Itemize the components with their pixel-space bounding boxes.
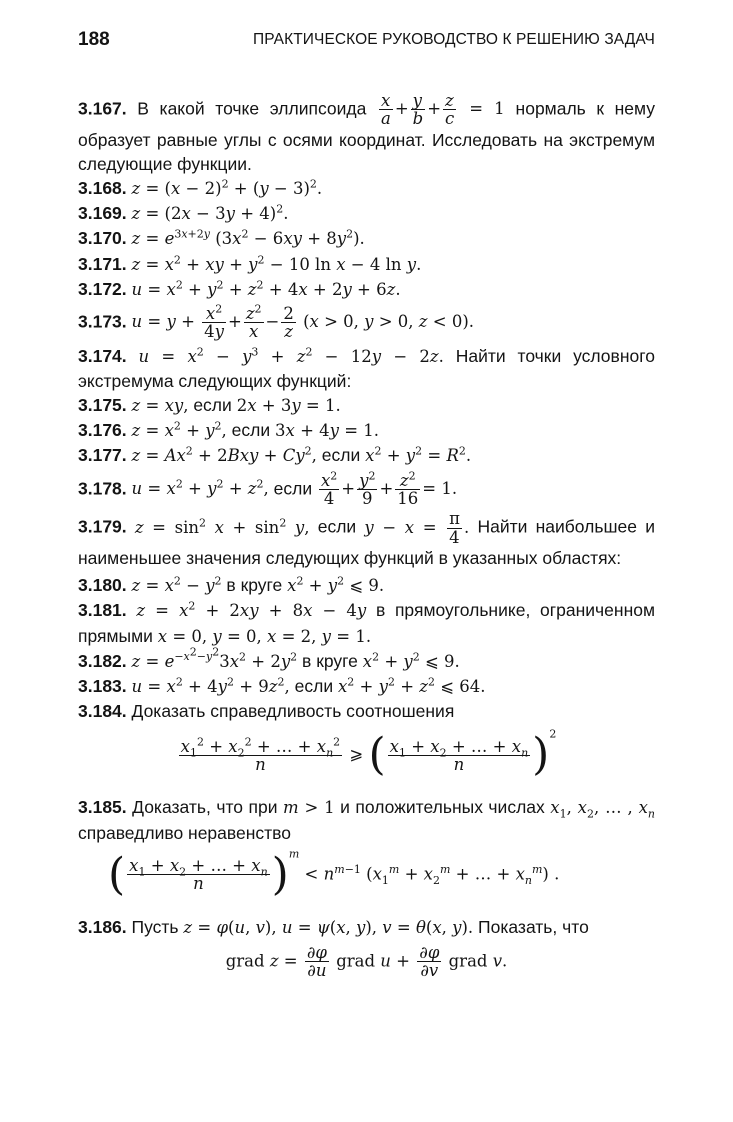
problem-3-183: 3.183. $u = x^2 + 4y^2 + 9z^2$, если $x^2 + y^2 + z^2$ ⩽ 64. (78, 675, 486, 696)
problem-3-171: 3.171. $z = x^2$ + xy + $y^2 - 10$ ln x − 4 ln y. (78, 253, 422, 274)
problem-3-186: 3.186. Пусть z = φ(u, v), u = ψ(x, y), v = θ(x, y). Показать, что (78, 916, 589, 937)
running-title: ПРАКТИЧЕСКОЕ РУКОВОДСТВО К РЕШЕНИЮ ЗАДАЧ (253, 31, 655, 48)
formula-3-186: grad z = $\frac{\partial\varphi}{\partial u}$ grad u + $\frac{\partial\varphi}{\partial v}$ grad v. (225, 942, 508, 981)
ellipsoid-formula: $\frac{x}{a}$ + $\frac{y}{b}$ + $\frac{z}{c}$ = 1 (380, 91, 516, 129)
problem-3-182: 3.182. $z = e^{-x^2-y^2}3x^2 + 2y^2$ в круге $x^2 + y^2$ ⩽ 9. (78, 645, 460, 671)
problem-3-184: 3.184. Доказать справедливость соотношения (78, 701, 455, 722)
problem-3-180: 3.180. $z = x^2 - y^2$ в круге $x^2 + y^2$ ⩽ 9. (78, 574, 385, 596)
page-body (78, 92, 655, 980)
problem-3-185: 3.185. Доказать, что при m > 1 и положительных числах $x_1$, $x_2$, … , $x_n$ справедливо неравенство (78, 797, 655, 843)
problem-3-170: 3.170. $z = e^{3x+2y}$ $(3x^2 - 6xy + 8y^2)$. (78, 227, 365, 249)
formula-3-184: $\frac{x_1^2 + x_2^2 + \dots + x_n^2}{n}$ ⩾ ( $\frac{x_1 + x_2 + \dots + x_n}{n}$ )$^2$ (180, 727, 557, 781)
problem-3-178: 3.178. $u = x^2 + y^2 + z^2$, если $\frac{x^2}{4}$ + $\frac{y^2}{9}$ + $\frac{z^2}{16}$ = 1. (78, 469, 458, 508)
problem-3-168: 3.168. $z = (x - 2)^2 + (y - 3)^2$. (78, 177, 323, 199)
problem-3-179: 3.179. $z = \sin^2 x + \sin^2 y$, если y − x = $\frac{\pi}{4}$ . Найти наибольшее и наименьшее значения следующих функций в указанных областях: (78, 509, 655, 568)
page-header (78, 29, 655, 53)
formula-3-185: ( $\frac{x_1 + x_2 + \dots + x_n}{n}$ )$^m < n^{m-1}$ ($x_1^m + x_2^m$ + … + $x_n^m$) . (108, 847, 560, 900)
problem-3-169: 3.169. $z = (2x - 3y + 4)^2$. (78, 202, 289, 224)
problem-3-176: 3.176. $z = x^2 + y^2$, если 3x + 4y = 1. (78, 419, 380, 441)
problem-3-173: 3.173. u = y + $\frac{x^2}{4y}$ + $\frac{z^2}{x}$ − $\frac{2}{z}$ (x > 0, y > 0, z < 0). (78, 302, 474, 342)
problem-3-174: 3.174. $u = x^2 - y^3 + z^2 - 12y - 2z$. Найти точки условного экстремума следующих функций: (78, 345, 655, 391)
problem-3-172: 3.172. $u = x^2 + y^2 + z^2 + 4x + 2y + 6z$. (78, 278, 401, 299)
problem-3-175: 3.175. z = xy, если 2x + 3y = 1. (78, 395, 341, 416)
problem-3-181: 3.181. $z = x^2 + 2xy + 8x - 4y$ в прямоугольнике, ограниченном прямыми x = 0, y = 0, x = 2, y = 1. (78, 599, 655, 646)
page-number: 188 (78, 29, 110, 50)
problem-3-167: 3.167. В какой точке эллипсоида $\frac{x}{a}$ + $\frac{y}{b}$ + $\frac{z}{c}$ = 1 нормаль к нему образует равные углы с осями координат. Исследовать на экстремум следующие функции. (78, 91, 655, 174)
problem-3-177: 3.177. $z = Ax^2 + 2Bxy + Cy^2$, если $x^2 + y^2 = R^2$. (78, 444, 472, 466)
